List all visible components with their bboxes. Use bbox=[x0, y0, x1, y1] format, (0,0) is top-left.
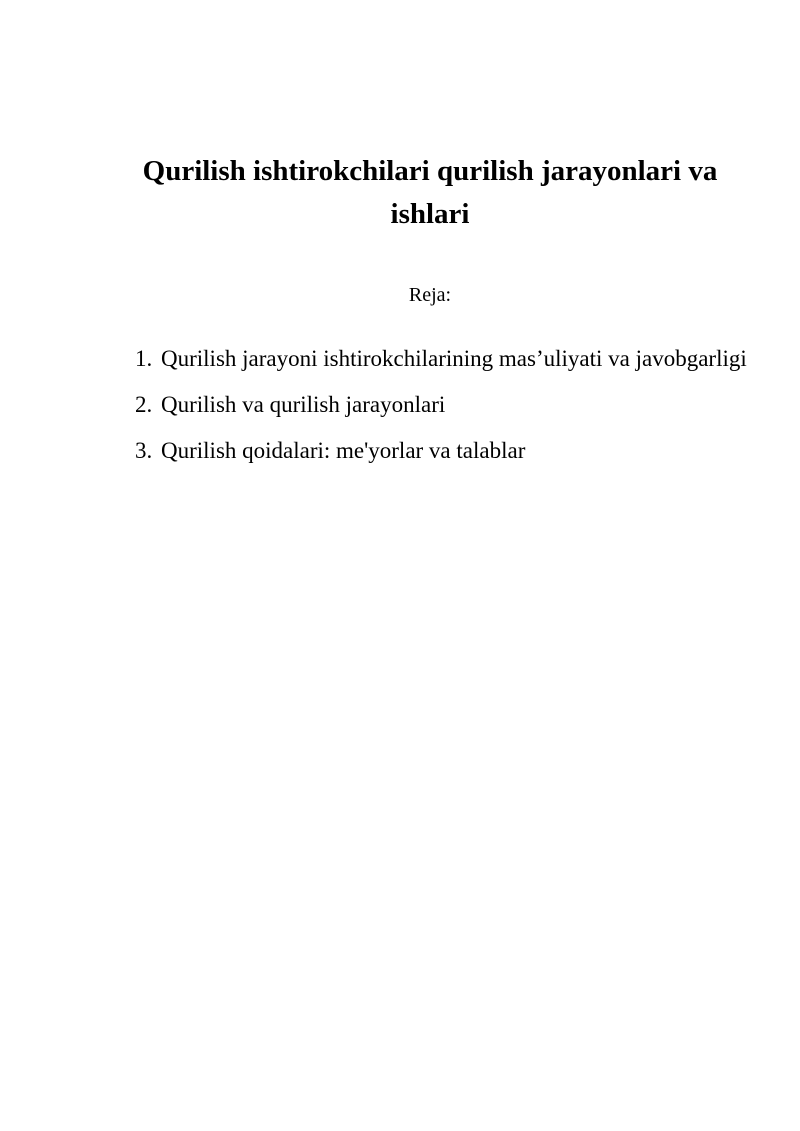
document-title: Qurilish ishtirokchilari qurilish jarayonlari va ishlari bbox=[142, 155, 718, 230]
plan-item bbox=[135, 428, 755, 474]
plan-item-text: Qurilish jarayoni ishtirokchilarining mas’uliyati va javobgarligi bbox=[161, 346, 747, 371]
plan-item-text: Qurilish va qurilish jarayonlari bbox=[161, 392, 446, 417]
plan-item bbox=[135, 336, 755, 382]
plan-item-number: 2. bbox=[135, 392, 153, 417]
plan-item bbox=[135, 382, 755, 428]
plan-item-number: 1. bbox=[135, 346, 153, 371]
plan-heading: Reja: bbox=[408, 284, 452, 306]
plan-item-number: 3. bbox=[135, 438, 153, 463]
plan-item-text: Qurilish qoidalari: me'yorlar va talablar bbox=[161, 438, 526, 463]
plan-list bbox=[135, 336, 755, 474]
